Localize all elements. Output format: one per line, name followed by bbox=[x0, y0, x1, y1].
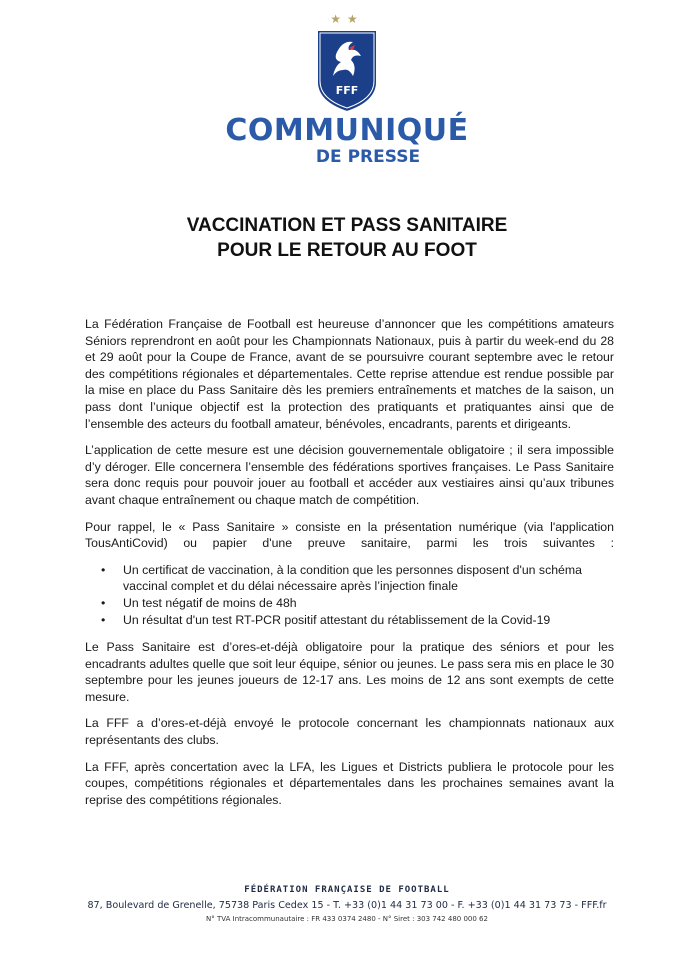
paragraph-5: La FFF a d’ores-et-déjà envoyé le protocole concernant les championnats nationaux aux représentants des clubs. bbox=[85, 716, 614, 748]
footer bbox=[0, 885, 694, 923]
logo-text: FFF bbox=[335, 84, 359, 97]
press-line-1: COMMUNIQUÉ bbox=[225, 113, 469, 148]
paragraph-4: Le Pass Sanitaire est d’ores-et-déjà obligatoire pour la pratique des séniors et pour les encadrants adultes quelle que soit leur équipe, sénior ou jeunes. Le pass sera mis en place le 30 septembre pour les jeunes joueurs de 12-17 ans. Les moins de 12 ans sont exempts de cette mesure. bbox=[85, 640, 614, 704]
list-item: • Un test négatif de moins de 48h bbox=[123, 595, 614, 612]
bullet-list bbox=[85, 562, 614, 628]
list-item: • Un certificat de vaccination, à la condition que les personnes disposent d'un schéma vaccinal complet et du délai nécessaire après l’injection finale bbox=[123, 562, 614, 595]
paragraph-3: Pour rappel, le « Pass Sanitaire » consiste en la présentation numérique (via l'application TousAntiCovid) ou papier d'une preuve sanitaire, parmi les trois suivantes : bbox=[85, 519, 614, 551]
list-item: • Un résultat d'un test RT-PCR positif attestant du rétablissement de la Covid-19 bbox=[123, 612, 614, 629]
footer-org: FÉDÉRATION FRANÇAISE DE FOOTBALL bbox=[244, 885, 450, 895]
stars-icon: ★★ bbox=[330, 12, 364, 26]
press-line-2: DE PRESSE bbox=[315, 147, 421, 167]
press-heading bbox=[0, 114, 694, 166]
paragraph-6: La FFF, après concertation avec la LFA, les Ligues et Districts publiera le protocole pour les coupes, compétitions régionales et départementales dans les prochaines semaines avant la reprise des compétitions régionales. bbox=[85, 759, 614, 807]
paragraph-2: L’application de cette mesure est une décision gouvernementale obligatoire ; il sera impossible d’y déroger. Elle concernera l’ensemble des fédérations sportives françaises. Le Pass Sanitaire sera donc requis pour pouvoir jouer au football et accéder aux vestiaires ainsi qu’aux tribunes avant chaque entraînement ou chaque match de compétition. bbox=[85, 443, 614, 507]
footer-tva: N° TVA Intracommunautaire : FR 433 0374 2480 - N° Siret : 303 742 480 000 62 bbox=[206, 915, 488, 923]
fff-logo-icon bbox=[313, 26, 381, 114]
document-title bbox=[0, 213, 694, 263]
title-line-2: POUR LE RETOUR AU FOOT bbox=[217, 240, 477, 261]
paragraph-1: La Fédération Française de Football est heureuse d’annoncer que les compétitions amateurs Séniors reprendront en août pour les Championnats Nationaux, puis à partir du week-end du 28 et 29 août pour la Coupe de France, avant de se poursuivre courant septembre avec le retour des compétitions régionales et départementales. Cette reprise attendue est rendue possible par la mise en place du Pass Sanitaire dès les premiers entraînements et matches de la saison, un pass dont l’unique objectif est la protection des pratiquants et pratiquantes ainsi que de l’ensemble des acteurs du football amateur, bénévoles, encadrants, parents et dirigeants. bbox=[85, 317, 614, 431]
document-body bbox=[85, 316, 614, 818]
title-line-1: VACCINATION ET PASS SANITAIRE bbox=[186, 215, 508, 236]
footer-address: 87, Boulevard de Grenelle, 75738 Paris Cedex 15 - T. +33 (0)1 44 31 73 00 - F. +33 (0)1 44 31 73 73 - FFF.fr bbox=[87, 900, 607, 911]
